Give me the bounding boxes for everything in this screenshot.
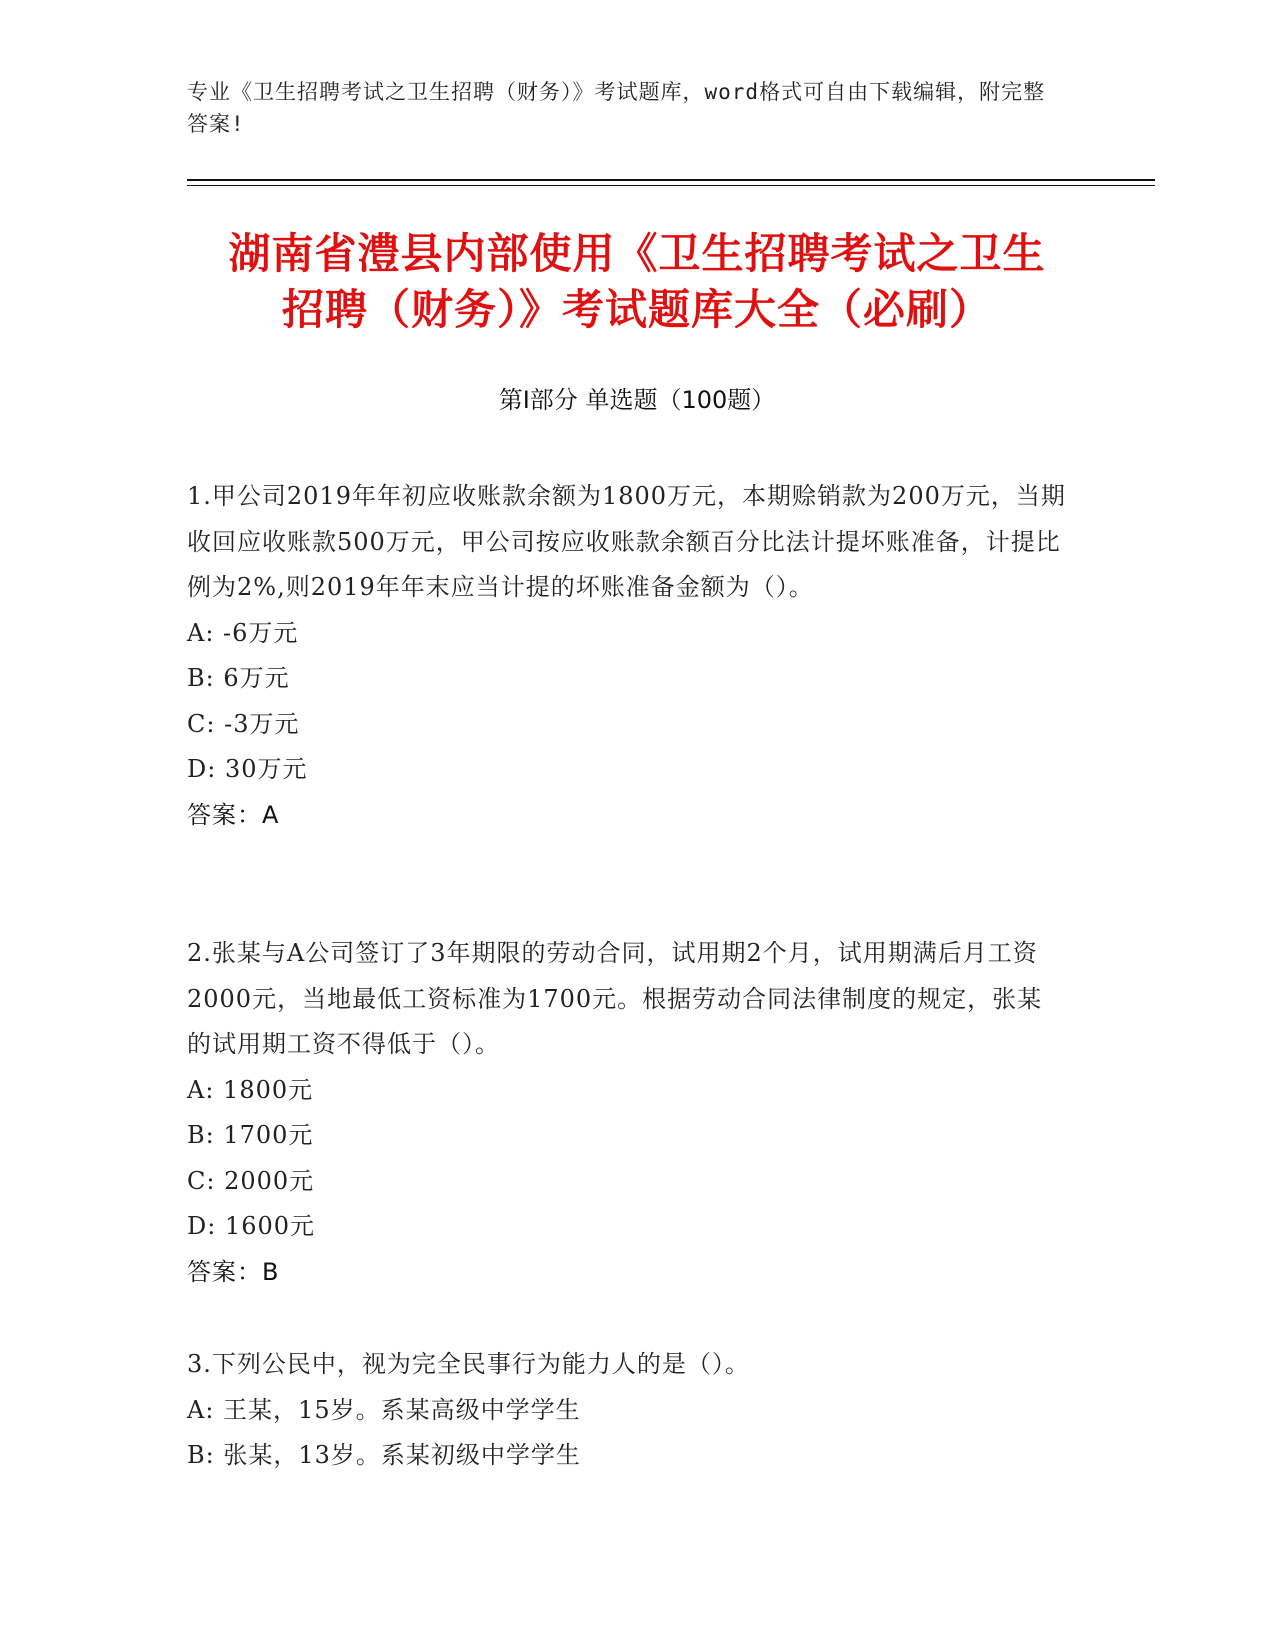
title-line-1: 湖南省澧县内部使用《卫生招聘考试之卫生: [228, 229, 1046, 278]
answer: 答案：B: [187, 1257, 280, 1286]
document-title: [187, 226, 1087, 338]
section-heading: 第Ⅰ部分 单选题（100题）: [498, 386, 776, 414]
title-line-2: 招聘（财务）》考试题库大全（必刷）: [281, 285, 992, 334]
question-stem: 2.张某与A公司签订了3年期限的劳动合同，试用期2个月，试用期满后月工资2000元，当地最低工资标准为1700元。根据劳动合同法律制度的规定，张某的试用期工资不得低于（）。: [187, 939, 1043, 1058]
option-a: A: 王某，15岁。系某高级中学学生: [187, 1395, 581, 1424]
option-b: B: 1700元: [187, 1121, 314, 1149]
option-c: C: -3万元: [187, 709, 300, 738]
question-3: [187, 1342, 1067, 1479]
question-2: [187, 931, 1067, 1295]
question-1: [187, 474, 1067, 838]
option-a: A: -6万元: [187, 618, 299, 647]
question-stem: 3.下列公民中，视为完全民事行为能力人的是（）。: [187, 1350, 750, 1378]
option-d: D: 1600元: [187, 1212, 316, 1240]
header-rule-thin: [187, 185, 1155, 186]
answer: 答案：A: [187, 800, 280, 829]
option-a: A: 1800元: [187, 1075, 314, 1104]
header-rule-thick: [187, 179, 1155, 181]
question-stem: 1.甲公司2019年年初应收账款余额为1800万元，本期赊销款为200万元，当期收回应收账款500万元，甲公司按应收账款余额百分比法计提坏账准备，计提比例为2%,则2019年年末应当计提的坏账准备金额为（）。: [187, 482, 1066, 601]
header-note: 专业《卫生招聘考试之卫生招聘（财务）》考试题库，word格式可自由下载编辑，附完整答案!: [187, 80, 1046, 136]
option-d: D: 30万元: [187, 755, 308, 783]
option-b: B: 6万元: [187, 664, 290, 692]
option-b: B: 张某，13岁。系某初级中学学生: [187, 1441, 581, 1469]
option-c: C: 2000元: [187, 1166, 315, 1195]
